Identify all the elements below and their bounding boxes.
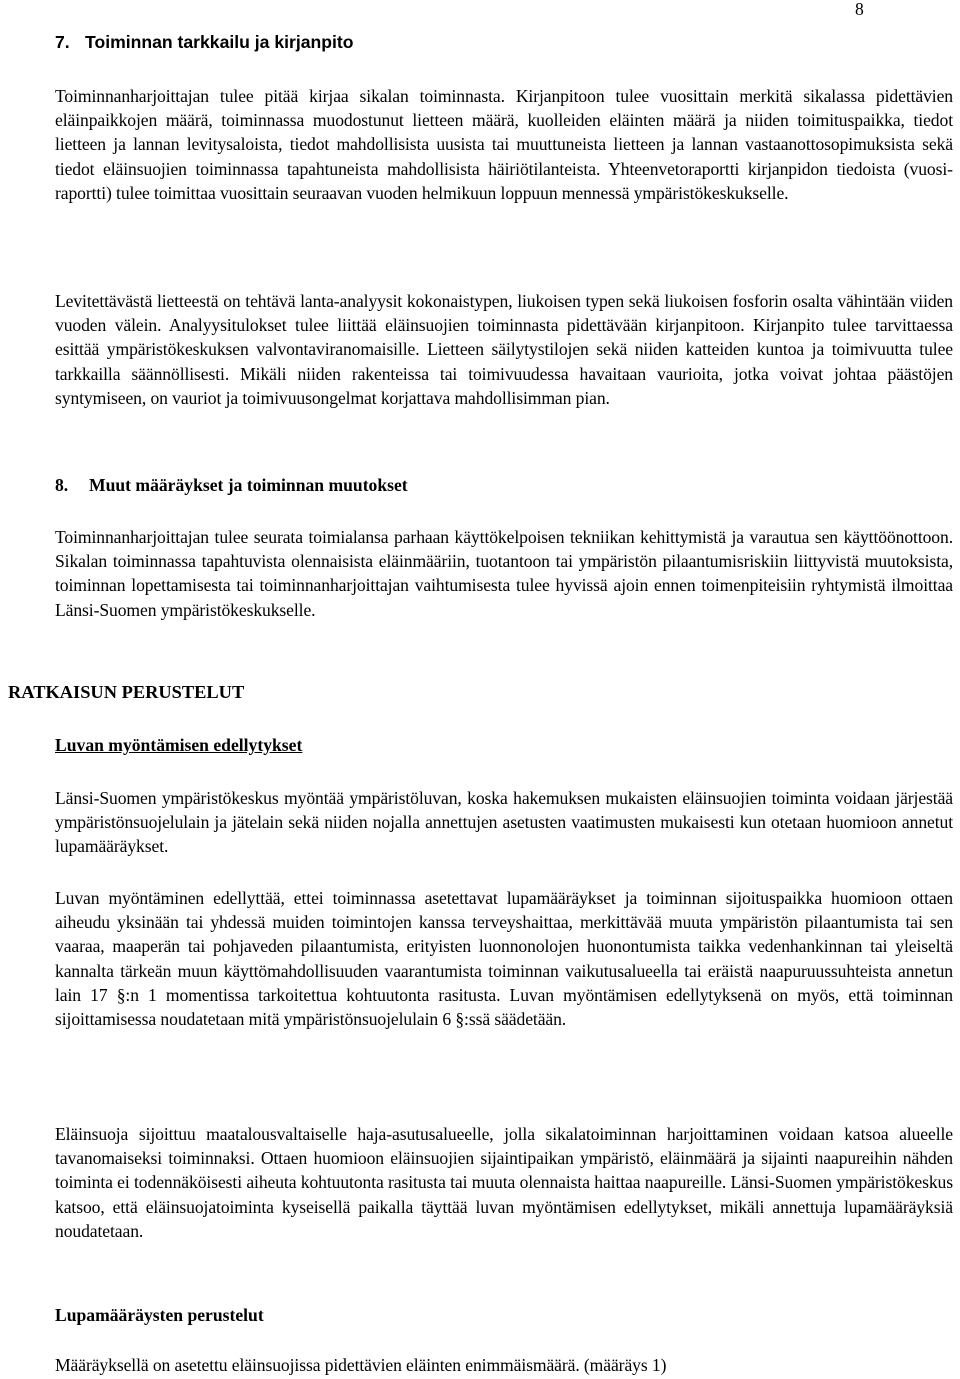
section-8-number: 8. <box>55 475 69 495</box>
ratkaisun-perustelut-heading: RATKAISUN PERUSTELUT <box>8 682 245 702</box>
section-7-paragraph-1: Toiminnanharjoittajan tulee pitää kirjaa sikalan toiminnasta. Kirjanpitoon tulee vuosittain merkitä sikalassa pidettävien eläinpaikkojen määrä, toiminnassa muodostunut lietteen määrä, kuolleiden eläinten määrä ja niiden toimituspaikka, tiedot lietteen ja lannan levitysaloista, tiedot mahdollisista uusista tai muuttuneista lietteen ja lannan vastaanottosopimuksista sekä tiedot eläinsuojien toiminnassa tapahtuneista mahdollisista häiriötilanteista. Yhteenvetoraportti kirjanpidon tiedoista (vuosiraportti) tulee toimittaa vuosittain seuraavan vuoden helmikuun loppuun mennessä ympäristökeskukselle. <box>55 86 953 203</box>
lupa-paragraph-1: Määräyksellä on asetettu eläinsuojissa pidettävien eläinten enimmäismäärä. (määräys 1) <box>55 1355 667 1375</box>
luvan-paragraph-1: Länsi-Suomen ympäristökeskus myöntää ympäristöluvan, koska hakemuksen mukaisten eläinsuojien toiminta voidaan järjestää ympäristönsuojelulain ja jätelain sekä niiden nojalla annettujen asetusten vaatimusten mukaisesti kun otetaan huomioon annetut lupamääräykset. <box>55 788 953 857</box>
section-8-heading <box>55 473 953 497</box>
section-7-heading <box>55 30 953 54</box>
section-7-paragraph-2: Levitettävästä lietteestä on tehtävä lanta-analyysit kokonaistypen, liukoisen typen sekä liukoisen fosforin osalta vähintään viiden vuoden välein. Analyysitulokset tulee liittää eläinsuojien toiminnasta pidettävään kirjanpitoon. Kirjanpito tulee tarvittaessa esittää ympäristökeskuksen valvontaviranomaisille. Lietteen säilytystilojen sekä niiden katteiden kuntoa ja toimivuutta tulee tarkkailla säännöllisesti. Mikäli niiden rakenteissa tai toimivuudessa havaitaan vaurioita, jotka voivat johtaa päästöjen syntymiseen, on vauriot ja toimivuusongelmat korjattava mahdollisimman pian. <box>55 291 953 408</box>
section-8-paragraph-1: Toiminnanharjoittajan tulee seurata toimialansa parhaan käyttökelpoisen tekniikan kehittymistä ja varautua sen käyttöönottoon. Sikalan toiminnassa tapahtuvista olennaisista eläinmääriin, tuotantoon tai ympäristön pilaantumisriskiin liittyvistä muutoksista, toiminnan lopettamisesta tai toiminnanharjoittajan vaihtumisesta tulee hyvissä ajoin ennen toimenpiteisiin ryhtymistä ilmoittaa Länsi-Suomen ympäristökeskukselle. <box>55 527 953 620</box>
section-8-title: Muut määräykset ja toiminnan muutokset <box>89 475 408 495</box>
section-7-number: 7. <box>55 32 70 52</box>
luvan-paragraph-2: Luvan myöntäminen edellyttää, ettei toiminnassa asetettavat lupamääräykset ja toiminnan sijoituspaikka huomioon ottaen aiheudu yksinään tai yhdessä muiden toimintojen kanssa terveyshaittaa, merkittävää muuta ympäristön pilaantumista tai sen vaaraa, maaperän tai pohjaveden pilaantumista, erityisten luonnonolojen huonontumista taikka vedenhankinnan tai yleiseltä kannalta tärkeän muun käyttömahdollisuuden vaarantumista toiminnan vaikutusalueella tai eräistä naapuruussuhteista annetun lain 17 §:n 1 momentissa tarkoitettua kohtuutonta rasitusta. Luvan myöntämisen edellytyksenä on myös, että toiminnan sijoittamisessa noudatetaan mitä ympäristönsuojelulain 6 §:ssä säädetään. <box>55 888 953 1030</box>
page-number: 8 <box>855 0 864 19</box>
section-7-title: Toiminnan tarkkailu ja kirjanpito <box>85 32 354 52</box>
luvan-myontamisen-heading: Luvan myöntämisen edellytykset <box>55 735 303 755</box>
lupamaaraysten-perustelut-heading: Lupamääräysten perustelut <box>55 1305 264 1325</box>
luvan-paragraph-3: Eläinsuoja sijoittuu maatalousvaltaiselle haja-asutusalueelle, jolla sikalatoiminnan harjoittaminen voidaan katsoa alueelle tavanomaiseksi toiminnaksi. Ottaen huomioon eläinsuojien sijaintipaikan ympäristö, eläinmäärä ja sijainti naapureihin nähden toiminta ei todennäköisesti aiheuta kohtuutonta rasitusta tai muuta olennaista haittaa naapureille. Länsi-Suomen ympäristökeskus katsoo, että eläinsuojatoiminta kyseisellä paikalla täyttää luvan myöntämisen edellytykset, mikäli annettuja lupamääräyksiä noudatetaan. <box>55 1124 953 1241</box>
